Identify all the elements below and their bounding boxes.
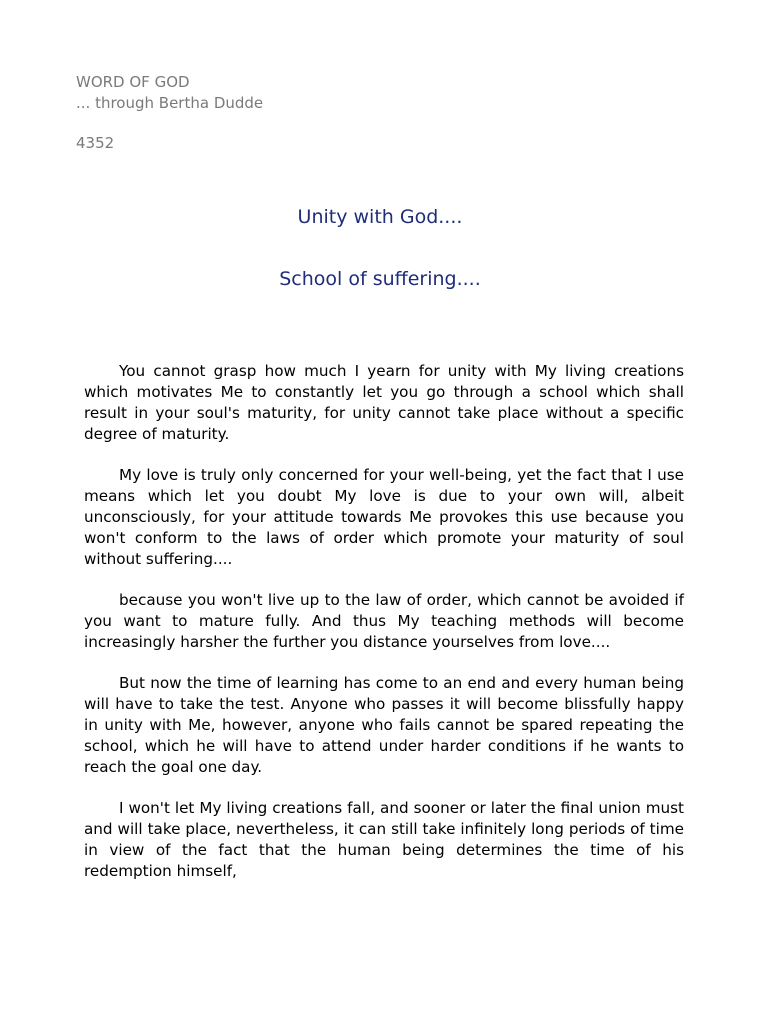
document-number: 4352	[76, 134, 115, 152]
document-body	[84, 361, 684, 902]
page-subtitle: School of suffering....	[279, 268, 481, 290]
paragraph-4: But now the time of learning has come to an end and every human being will have to take the test. Anyone who passes it will become blissfully happy in unity with Me, however, anyone who fails cannot be spared repeating the school, which he will have to attend under harder conditions if he wants to reach the goal one day.	[84, 674, 684, 776]
page-title: Unity with God....	[297, 206, 463, 228]
paragraph-5: I won't let My living creations fall, and sooner or later the final union must and will take place, nevertheless, it can still take infinitely long periods of time in view of the fact that the human being determines the time of his redemption himself,	[84, 799, 684, 880]
paragraph-3: because you won't live up to the law of order, which cannot be avoided if you want to mature fully. And thus My teaching methods will become increasingly harsher the further you distance yourselves from love....	[84, 591, 684, 651]
paragraph-2: My love is truly only concerned for your well-being, yet the fact that I use means which let you doubt My love is due to your own will, albeit unconsciously, for your attitude towards Me provokes this use because you won't conform to the laws of order which promote your maturity of soul without suffering....	[84, 466, 684, 568]
document-header	[76, 72, 263, 114]
header-author-line: ... through Bertha Dudde	[76, 94, 264, 112]
header-source-title: WORD OF GOD	[76, 73, 190, 91]
paragraph-1: You cannot grasp how much I yearn for unity with My living creations which motivates Me to constantly let you go through a school which shall result in your soul's maturity, for unity cannot take place without a specific degree of maturity.	[84, 362, 684, 443]
